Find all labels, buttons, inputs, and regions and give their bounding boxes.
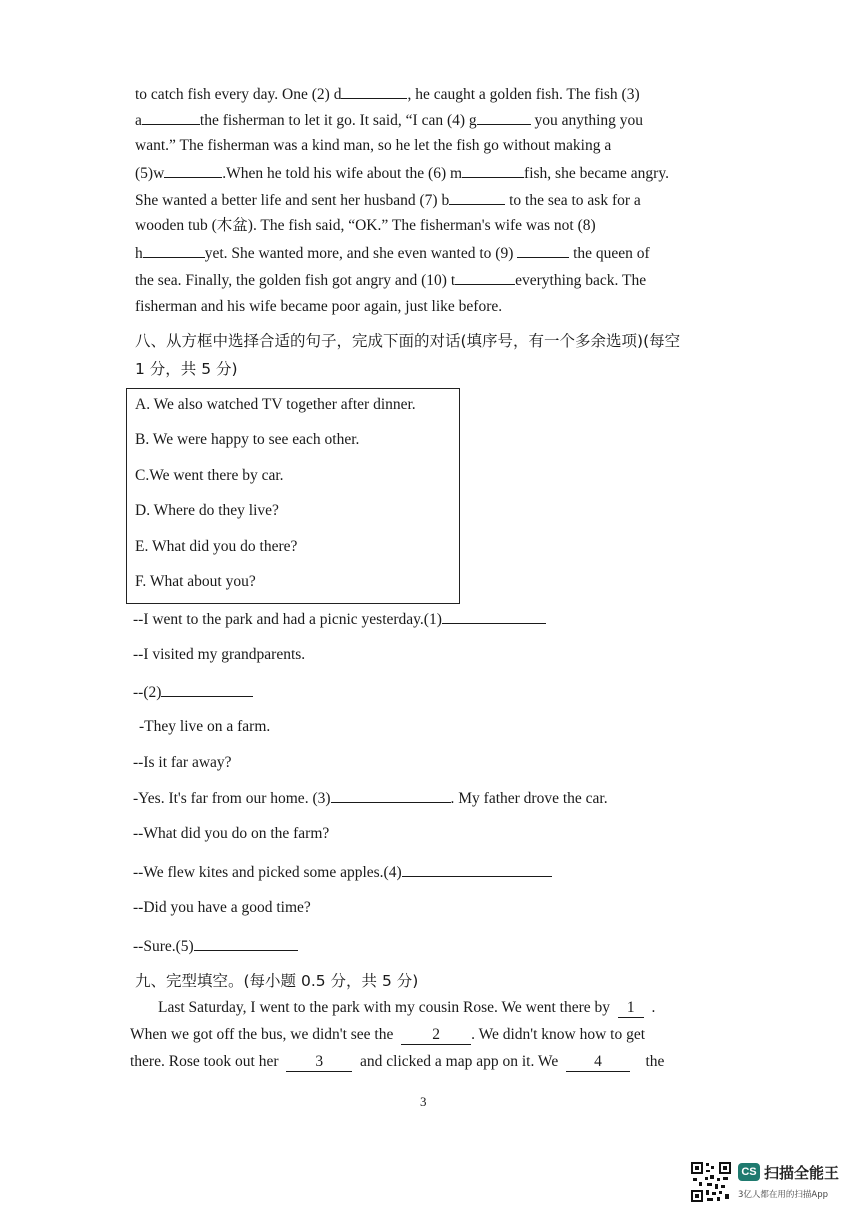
passage-line-1 xyxy=(135,84,701,105)
section-8-title: 八、从方框中选择合适的句子，完成下面的对话(填序号，有一个多余选项)(每空 xyxy=(135,332,681,350)
option-b: B. We were happy to see each other. xyxy=(135,431,360,448)
option-a: A. We also watched TV together after dinner. xyxy=(135,396,416,413)
text: Last Saturday, I went to the park with my cousin Rose. We went there by xyxy=(158,999,611,1016)
blank-8 xyxy=(143,243,205,258)
page-number: 3 xyxy=(420,1094,427,1109)
blank-2 xyxy=(341,84,407,99)
text: to the sea to ask for a xyxy=(509,192,641,209)
option-f: F. What about you? xyxy=(135,573,256,590)
dialogue-line-6 xyxy=(133,788,608,808)
app-tagline: 3亿人都在用的扫描App xyxy=(738,1190,829,1200)
text: , he caught a golden fish. The fish (3) xyxy=(407,86,640,103)
camscanner-logo-icon: CS xyxy=(738,1163,760,1181)
blank-5 xyxy=(164,163,222,178)
text: wooden tub (木盆). The fish said, “OK.” The fisherman's wife was not (8) xyxy=(135,217,596,234)
blank-9 xyxy=(517,243,569,258)
answer-blank-1 xyxy=(442,609,546,624)
text: the xyxy=(645,1053,665,1070)
text: everything back. The xyxy=(515,272,647,289)
text: and clicked a map app on it. We xyxy=(360,1053,559,1070)
passage-line-4 xyxy=(135,163,701,184)
dialogue-line-2: --I visited my grandparents. xyxy=(133,646,306,663)
text: --I went to the park and had a picnic yesterday.(1) xyxy=(133,611,442,628)
option-c: C.We went there by car. xyxy=(135,467,284,484)
text: fish, she became angry. xyxy=(524,165,669,182)
passage-line-5 xyxy=(135,190,701,211)
dialogue-line-10 xyxy=(133,936,298,956)
cloze-blank-3: 3 xyxy=(286,1055,352,1072)
blank-3 xyxy=(142,110,200,125)
blank-6 xyxy=(462,163,524,178)
text: (5)w xyxy=(135,165,165,182)
cloze-line-2 xyxy=(130,1025,716,1045)
text: --We flew kites and picked some apples.(4) xyxy=(133,864,402,881)
text: to catch fish every day. One (2) d xyxy=(135,86,342,103)
dialogue-line-5: --Is it far away? xyxy=(133,754,232,771)
cloze-blank-4: 4 xyxy=(566,1055,630,1072)
dialogue-line-7: --What did you do on the farm? xyxy=(133,825,330,842)
text: . My father drove the car. xyxy=(450,790,608,807)
text: the fisherman to let it go. It said, “I can (4) g xyxy=(199,112,477,129)
dialogue-line-4: -They live on a farm. xyxy=(139,718,271,735)
text: the sea. Finally, the golden fish got angry and (10) t xyxy=(135,272,456,289)
text: .When he told his wife about the (6) m xyxy=(222,165,463,182)
dialogue-line-9: --Did you have a good time? xyxy=(133,899,311,916)
cloze-line-1 xyxy=(158,998,714,1018)
text: --(2) xyxy=(133,684,162,701)
options-box xyxy=(126,388,460,604)
text: . xyxy=(651,999,656,1016)
section-9-title: 九、完型填空。(每小题 0.5 分，共 5 分) xyxy=(135,972,419,990)
text: -Yes. It's far from our home. (3) xyxy=(133,790,331,807)
dialogue-line-1 xyxy=(133,609,546,629)
option-e: E. What did you do there? xyxy=(135,538,298,555)
text: fisherman and his wife became poor again, just like before. xyxy=(135,298,503,315)
answer-blank-2 xyxy=(161,682,253,697)
dialogue-line-8 xyxy=(133,862,552,882)
passage-line-2 xyxy=(135,110,701,131)
section-8-title-cont: 1 分，共 5 分) xyxy=(135,360,238,378)
answer-blank-5 xyxy=(194,936,298,951)
text: you anything you xyxy=(534,112,644,129)
text: there. Rose took out her xyxy=(130,1053,279,1070)
text: When we got off the bus, we didn't see the xyxy=(130,1026,394,1043)
app-name: 扫描全能王 xyxy=(764,1164,840,1182)
qr-code-icon xyxy=(690,1161,732,1203)
passage-line-6 xyxy=(135,216,701,236)
answer-blank-3 xyxy=(331,788,451,803)
text: the queen of xyxy=(573,245,650,262)
text: She wanted a better life and sent her husband (7) b xyxy=(135,192,450,209)
text: . We didn't know how to get xyxy=(471,1026,646,1043)
text: h xyxy=(135,245,143,262)
cloze-blank-1: 1 xyxy=(618,1001,644,1018)
cloze-line-3 xyxy=(130,1052,716,1072)
passage-line-3 xyxy=(135,136,701,156)
passage-line-7 xyxy=(135,243,701,264)
text: --Sure.(5) xyxy=(133,938,194,955)
blank-4 xyxy=(477,110,531,125)
dialogue-line-3 xyxy=(133,682,253,702)
passage-line-9 xyxy=(135,297,701,317)
answer-blank-4 xyxy=(402,862,552,877)
text: want.” The fisherman was a kind man, so he let the fish go without making a xyxy=(135,137,612,154)
option-d: D. Where do they live? xyxy=(135,502,279,519)
text: yet. She wanted more, and she even wanted to (9) xyxy=(204,245,514,262)
blank-10 xyxy=(455,270,515,285)
passage-line-8 xyxy=(135,270,701,291)
text: a xyxy=(135,112,142,129)
blank-7 xyxy=(449,190,505,205)
cloze-blank-2: 2 xyxy=(401,1028,471,1045)
